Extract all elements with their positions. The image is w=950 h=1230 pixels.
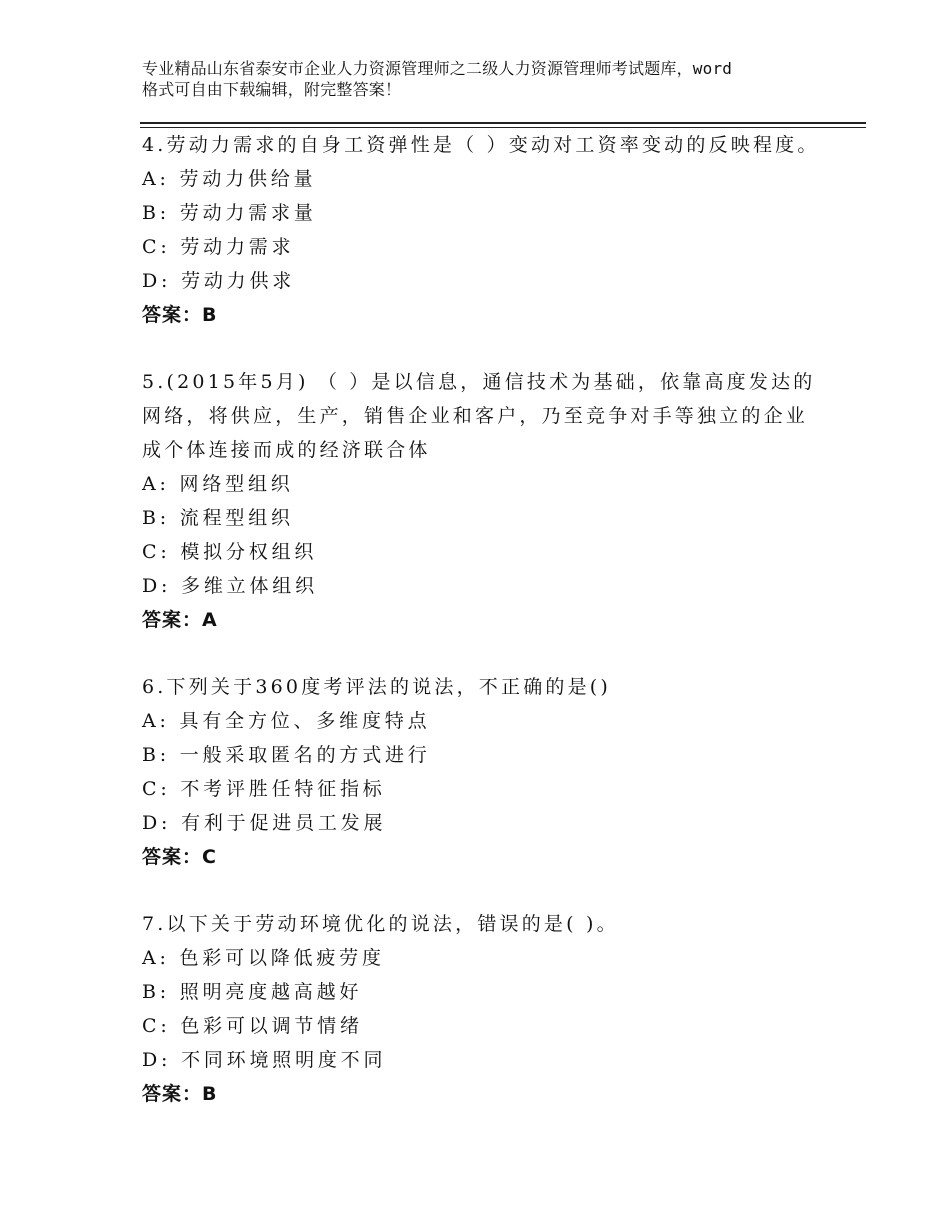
- document-header: [142, 58, 842, 100]
- option-b: B: 劳动力需求量: [142, 202, 317, 224]
- question-stem-cont: 网络，将供应，生产，销售企业和客户，乃至竞争对手等独立的企业: [142, 405, 809, 427]
- option-d: D: 多维立体组织: [142, 575, 318, 597]
- option-d: D: 不同环境照明度不同: [142, 1049, 387, 1071]
- question-4: [142, 128, 822, 332]
- question-stem: 6.下列关于360度考评法的说法，不正确的是(): [142, 676, 612, 698]
- answer-label: 答案：C: [142, 846, 217, 868]
- question-5: [142, 365, 822, 637]
- option-d: D: 有利于促进员工发展: [142, 812, 387, 834]
- question-stem: 5.(2015年5月) （ ）是以信息，通信技术为基础，依靠高度发达的: [142, 371, 816, 393]
- option-b: B: 一般采取匿名的方式进行: [142, 744, 431, 766]
- option-c: C: 不考评胜任特征指标: [142, 778, 386, 800]
- option-a: A: 具有全方位、多维度特点: [142, 710, 431, 732]
- option-b: B: 流程型组织: [142, 507, 294, 529]
- option-b: B: 照明亮度越高越好: [142, 981, 363, 1003]
- option-c: C: 模拟分权组织: [142, 541, 318, 563]
- header-divider-top: [140, 122, 866, 124]
- answer-label: 答案：A: [142, 609, 218, 631]
- question-7: [142, 907, 822, 1111]
- option-d: D: 劳动力供求: [142, 270, 296, 292]
- option-a: A: 劳动力供给量: [142, 168, 317, 190]
- header-line-1: 专业精品山东省泰安市企业人力资源管理师之二级人力资源管理师考试题库，word: [142, 59, 733, 78]
- option-a: A: 色彩可以降低疲劳度: [142, 947, 385, 969]
- question-6: [142, 670, 822, 874]
- answer-label: 答案：B: [142, 304, 218, 326]
- question-stem: 4.劳动力需求的自身工资弹性是（ ）变动对工资率变动的反映程度。: [142, 134, 820, 156]
- header-line-2: 格式可自由下载编辑，附完整答案！: [142, 80, 402, 99]
- question-stem: 7.以下关于劳动环境优化的说法，错误的是( )。: [142, 913, 619, 935]
- question-list: [142, 128, 822, 1144]
- option-a: A: 网络型组织: [142, 473, 294, 495]
- option-c: C: 劳动力需求: [142, 236, 295, 258]
- question-stem-cont: 成个体连接而成的经济联合体: [142, 439, 431, 461]
- answer-label: 答案：B: [142, 1083, 218, 1105]
- option-c: C: 色彩可以调节情绪: [142, 1015, 363, 1037]
